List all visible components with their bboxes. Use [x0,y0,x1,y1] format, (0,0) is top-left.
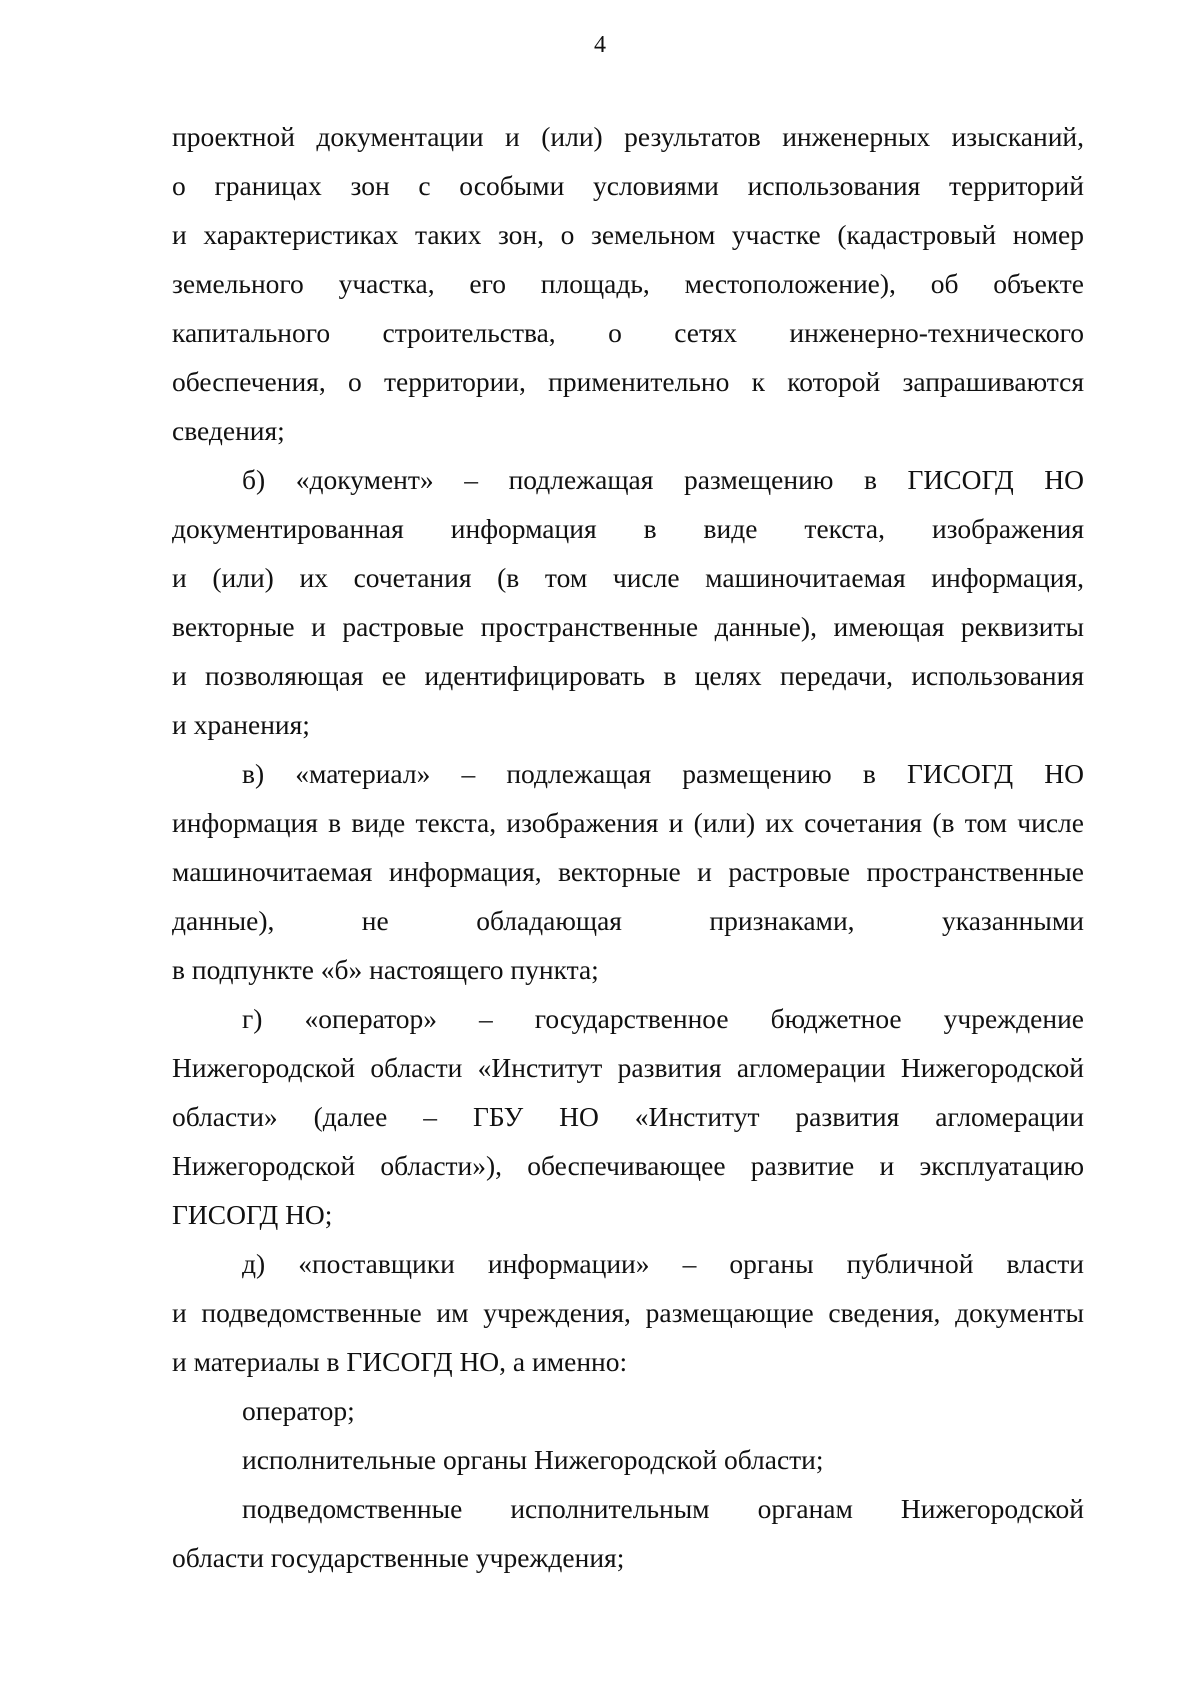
text-line: капитального строительства, о сетях инженерно-технического [172,317,1084,348]
text-line: г) «оператор» – государственное бюджетное учреждение [242,1003,1084,1034]
text-line: области государственные учреждения; [172,1542,625,1573]
text-line: в подпункте «б» настоящего пункта; [172,954,599,985]
text-line: машиночитаемая информация, векторные и растровые пространственные [172,856,1084,887]
text-line: ГИСОГД НО; [172,1199,333,1230]
text-line: б) «документ» – подлежащая размещению в ГИСОГД НО [242,464,1084,495]
paragraph-continuation [172,112,1084,455]
text-line: проектной документации и (или) результатов инженерных изысканий, [172,121,1084,152]
paragraph-document-definition [172,455,1084,749]
text-line: и (или) их сочетания (в том числе машиночитаемая информация, [172,562,1084,593]
list-item-operator [172,1386,1084,1435]
text-line: о границах зон с особыми условиями использования территорий [172,170,1084,201]
text-line: данные), не обладающая признаками, указанными [172,905,1084,936]
text-line: и характеристиках таких зон, о земельном участке (кадастровый номер [172,219,1084,250]
list-item-subordinate-institutions [172,1484,1084,1582]
text-line: информация в виде текста, изображения и (или) их сочетания (в том числе [172,807,1084,838]
list-item-executive-bodies [172,1435,1084,1484]
text-line: в) «материал» – подлежащая размещению в ГИСОГД НО [242,758,1084,789]
paragraph-suppliers-definition [172,1239,1084,1386]
text-line: д) «поставщики информации» – органы публичной власти [242,1248,1084,1279]
text-line: векторные и растровые пространственные данные), имеющая реквизиты [172,611,1084,642]
text-line: и подведомственные им учреждения, размещающие сведения, документы [172,1297,1084,1328]
paragraph-operator-definition [172,994,1084,1239]
text-line: и хранения; [172,709,310,740]
text-line: и позволяющая ее идентифицировать в целях передачи, использования [172,660,1084,691]
text-line: обеспечения, о территории, применительно к которой запрашиваются [172,366,1084,397]
text-line: исполнительные органы Нижегородской области; [242,1444,824,1475]
text-line: подведомственные исполнительным органам Нижегородской [242,1493,1084,1524]
document-body [172,112,1084,1582]
text-line: оператор; [242,1395,355,1426]
text-line: и материалы в ГИСОГД НО, а именно: [172,1346,628,1377]
text-line: сведения; [172,415,285,446]
text-line: области» (далее – ГБУ НО «Институт развития агломерации [172,1101,1084,1132]
text-line: Нижегородской области «Институт развития агломерации Нижегородской [172,1052,1084,1083]
text-line: земельного участка, его площадь, местоположение), об объекте [172,268,1084,299]
text-line: Нижегородской области»), обеспечивающее развитие и эксплуатацию [172,1150,1084,1181]
text-line: документированная информация в виде текста, изображения [172,513,1084,544]
page-number: 4 [594,32,606,58]
paragraph-material-definition [172,749,1084,994]
